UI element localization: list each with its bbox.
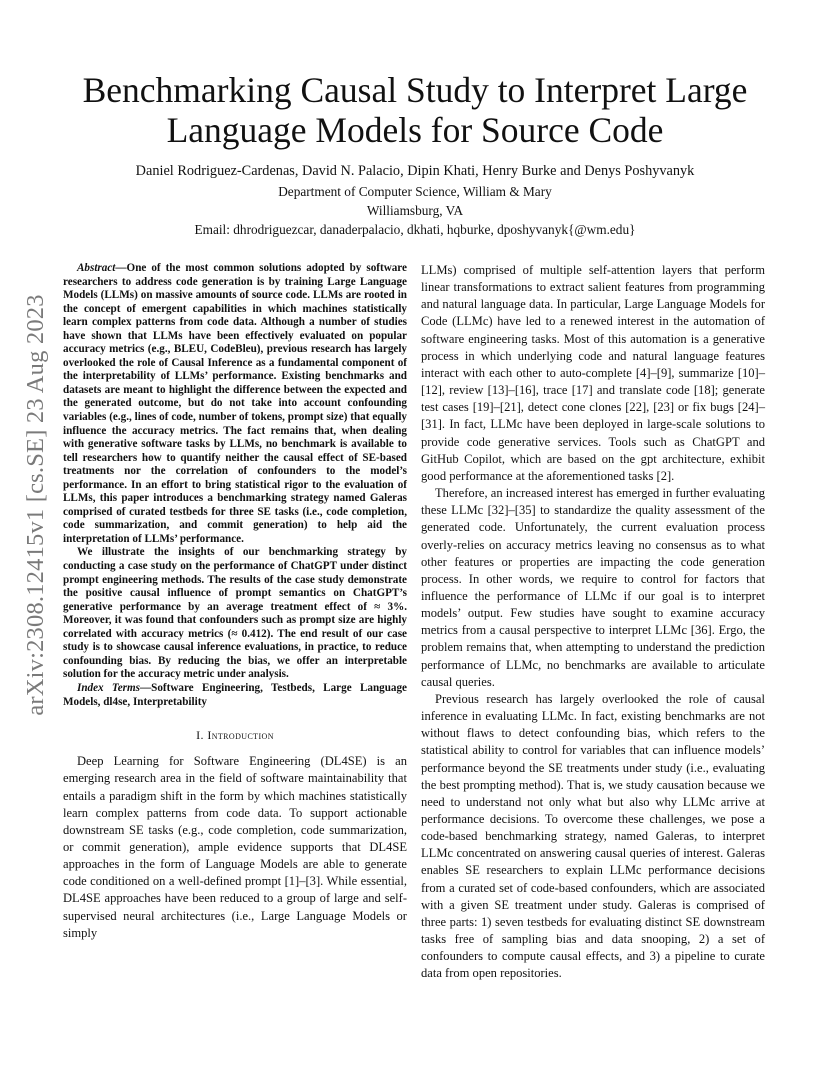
right-column [421,262,765,983]
abstract-paragraph-2: We illustrate the insights of our benchmarking strategy by conducting a case study on the performance of ChatGPT under distinct prompt engineering methods. The results of the case study demonstrate the positive causal influence of prompt semantics on ChatGPT’s generative performance by an average treatment effect of ≈ 3%. Moreover, it was found that confounders such as prompt size are highly correlated with accuracy metrics (≈ 0.412). The end result of our case study is to showcase causal inference evaluations, in practice, to reduce confounding bias. By reducing the bias, we offer an interpretable solution for the accuracy metric under analysis. [63,546,407,681]
paper-title [70,70,760,150]
abstract-label: Abstract [77,262,116,274]
introduction-paragraph-2: Therefore, an increased interest has emerged in further evaluating these LLMc [32]–[35] to standardize the quality assessment of the generated code. Unfortunately, the current evaluation process overly-relies on accuracy metrics leaving no consensus as to what other features or properties are impacting the code generation process. In other words, we require to control for factors that influence the performance of LLMc if our goal is to interpret models’ output. Few studies have sought to examine accuracy metrics from a causal perspective to interpret LLMc [36]. Ergo, the problem remains that, when attempting to understand the prediction performance of LLMc, no benchmarks are available to articulate causal queries. [421,486,765,689]
introduction-paragraph-1: Deep Learning for Software Engineering (DL4SE) is an emerging research area in the field of software maintainability that entails a paradigm shift in the form by which machines statistically learn complex patterns from code data. To support actionable downstream SE tasks (e.g., code completion, code summarization, or commit generation), ample evidence supports that DL4SE approaches in the form of Language Models are able to generate code conditioned on a well-defined prompt [1]–[3]. While essential, DL4SE approaches have been reduced to a group of large and self-supervised neural architectures (i.e., Large Language Models or simply [63,754,407,940]
author-block [70,162,760,239]
introduction-paragraph-1-continued: LLMs) comprised of multiple self-attention layers that perform linear transformations to extract salient features from programming and natural language data. In particular, Large Language Models for Code (LLMc) have led to a renewed interest in the automation of software engineering tasks. Most of this automation is a generative process in which underlying code and natural language features interact with each other to auto-complete [4]–[9], summarize [10]–[12], review [13]–[16], trace [17] and translate code [18]; generate test cases [19]–[21], detect cone clones [22], [23] or fix bugs [24]–[31]. In fact, LLMc have been deployed in large-scale solutions to provide code generative services. Tools such as ChatGPT and GitHub Copilot, which are based on the gpt architecture, exhibit good performance at the aforementioned tasks [2]. [421,263,765,483]
affiliation-location: Williamsburg, VA [366,203,464,218]
section-title: Introduction [207,728,274,743]
affiliation-department: Department of Computer Science, William & Mary [278,184,552,199]
index-terms [63,682,407,709]
author-list: Daniel Rodriguez-Cardenas, David N. Palacio, Dipin Khati, Henry Burke and Denys Poshyvanyk [135,163,695,179]
paper-title-line-1: Benchmarking Causal Study to Interpret Large [82,70,748,110]
abstract-text-1: —One of the most common solutions adopted by software researchers to address code generation is by training Large Language Models (LLMs) on massive amounts of source code. LLMs are rooted in the concept of emergent capabilities in which machines statistically learn complex patterns from code data. Although a number of studies have shown that LLMs have been effectively evaluated on popular accuracy metrics (e.g., BLEU, CodeBleu), previous research has largely overlooked the role of Causal Inference as a fundamental component of the interpretability of LLMs’ performance. Existing benchmarks and datasets are meant to highlight the difference between the expected and the generated outcome, but do not take into account confounding variables (e.g., lines of code, number of tokens, prompt size) that equally influence the accuracy metrics. The fact remains that, when dealing with generative software tasks by LLMs, no benchmark is available to tell researchers how to quantify neither the causal effect of SE-based treatments nor the correlation of confounders to the model’s performance. In an effort to bring statistical rigor to the evaluation of LLMs, this paper introduces a benchmarking strategy named Galeras comprised of curated testbeds for three SE tasks (i.e., code completion, code summarization, and commit generation) to help aid the interpretation of LLMs’ performance. [63,262,407,545]
arxiv-identifier-stamp [22,290,49,720]
abstract-paragraph-1 [63,262,407,546]
left-column [63,262,407,942]
arxiv-identifier-text: arXiv:2308.12415v1 [cs.SE] 23 Aug 2023 [22,294,49,716]
author-email: Email: dhrodriguezcar, danaderpalacio, dkhati, hqburke, dposhyvanyk{@wm.edu} [194,222,636,237]
introduction-paragraph-3: Previous research has largely overlooked the role of causal inference in evaluating LLMc. In fact, existing benchmarks are not without flaws to detect confounding bias, which refers to the statistical ability to control for variables that can influence models’ performance beyond the SE treatments under study (i.e., evaluating the best prompting method). That is, we study causation because we need to understand not only what but also why LLMc arrive at performance decisions. To overcome these challenges, we pose a code-based benchmarking strategy, named Galeras, to interpret LLMc concentrated on answering causal queries of interest. Galeras enables SE researchers to explain LLMc performance decisions from a curated set of code-based confounders, which are associated with a given SE treatment under study. Galeras is comprised of three parts: 1) seven testbeds for evaluating distinct SE downstream tasks free of sampling bias and data snooping, 2) a set of confounders to compute causal effects, and 3) a pipeline to curate data from open repositories. [421,691,765,981]
section-heading-introduction [63,727,407,744]
index-terms-text: —Software Engineering, Testbeds, Large Language Models, dl4se, Interpretability [63,681,408,708]
paper-title-line-2: Language Models for Source Code [166,110,664,150]
index-terms-label: Index Terms [77,681,140,694]
section-number: I. [196,728,204,743]
